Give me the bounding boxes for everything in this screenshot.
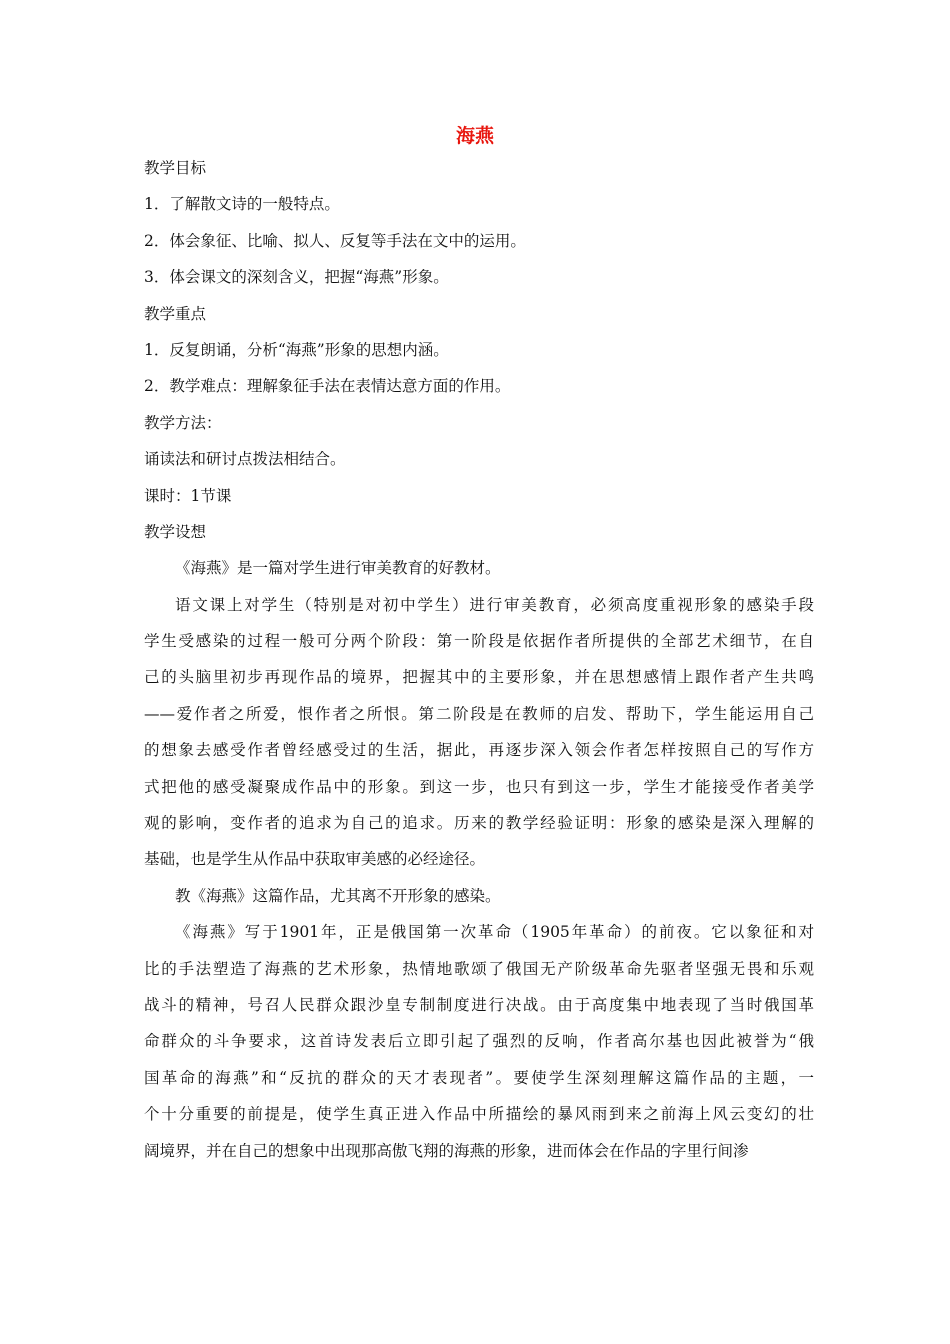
goal-item-2: 2．体会象征、比喻、拟人、反复等手法在文中的运用。 xyxy=(144,231,526,250)
focus-heading: 教学重点 xyxy=(144,304,207,323)
paragraph-line: 的想象去感受作者曾经感受过的生活，据此，再逐步深入领会作者怎样按照自己的写作方 xyxy=(144,741,814,760)
goal-item-3: 3．体会课文的深刻含义，把握“海燕”形象。 xyxy=(144,268,449,287)
paragraph-4 xyxy=(144,914,814,1169)
paragraph-line: 学生受感染的过程一般可分两个阶段：第一阶段是依据作者所提供的全部艺术细节，在自 xyxy=(144,632,814,651)
paragraph-3 xyxy=(144,878,814,914)
class-period: 课时：1节课 xyxy=(144,486,232,505)
paragraph-line: 语文课上对学生（特别是对初中学生）进行审美教育，必须高度重视形象的感染手段 xyxy=(175,595,814,614)
document-title: 海燕 xyxy=(455,125,494,147)
paragraph-line: 观的影响，变作者的追求为自己的追求。历来的教学经验证明：形象的感染是深入理解的 xyxy=(144,814,814,833)
paragraph-2 xyxy=(144,587,814,878)
paragraph-line: 式把他的感受凝聚成作品中的形象。到这一步，也只有到这一步，学生才能接受作者美学 xyxy=(144,777,814,796)
paragraph-line: 战斗的精神，号召人民群众跟沙皇专制制度进行决战。由于高度集中地表现了当时俄国革 xyxy=(144,995,814,1014)
goals-heading: 教学目标 xyxy=(144,159,207,177)
paragraph-line: 个十分重要的前提是，使学生真正进入作品中所描绘的暴风雨到来之前海上风云变幻的壮 xyxy=(144,1105,814,1124)
paragraph-line: 比的手法塑造了海燕的艺术形象，热情地歌颂了俄国无产阶级革命先驱者坚强无畏和乐观 xyxy=(144,959,814,978)
paragraph-line: ——爱作者之所爱，恨作者之所恨。第二阶段是在教师的启发、帮助下，学生能运用自己 xyxy=(144,704,814,723)
paragraph-line: 国革命的海燕”和“反抗的群众的天才表现者”。要使学生深刻理解这篇作品的主题，一 xyxy=(144,1068,814,1087)
paragraph-line: 己的头脑里初步再现作品的境界，把握其中的主要形象，并在思想感情上跟作者产生共鸣 xyxy=(144,668,814,687)
design-heading: 教学设想 xyxy=(144,522,207,541)
focus-item-2: 2．教学难点：理解象征手法在表情达意方面的作用。 xyxy=(144,377,511,396)
goal-item-1: 1．了解散文诗的一般特点。 xyxy=(144,195,340,214)
paragraph-line: 阔境界，并在自己的想象中出现那高傲飞翔的海燕的形象，进而体会在作品的字里行间渗 xyxy=(144,1141,749,1160)
paragraph-1 xyxy=(144,550,814,586)
paragraph-line: 《海燕》写于1901年，正是俄国第一次革命（1905年革命）的前夜。它以象征和对 xyxy=(175,923,814,942)
paragraph-line: 教《海燕》这篇作品，尤其离不开形象的感染。 xyxy=(175,886,501,905)
document-body xyxy=(144,150,814,1169)
focus-item-1: 1．反复朗诵，分析“海燕”形象的思想内涵。 xyxy=(144,340,449,359)
paragraph-line: 命群众的斗争要求，这首诗发表后立即引起了强烈的反响，作者高尔基也因此被誉为“俄 xyxy=(144,1032,814,1051)
method-text: 诵读法和研讨点拨法相结合。 xyxy=(144,450,346,469)
paragraph-line: 基础，也是学生从作品中获取审美感的必经途径。 xyxy=(144,850,486,869)
paragraph-line: 《海燕》是一篇对学生进行审美教育的好教材。 xyxy=(175,559,501,578)
method-heading: 教学方法： xyxy=(144,413,222,432)
